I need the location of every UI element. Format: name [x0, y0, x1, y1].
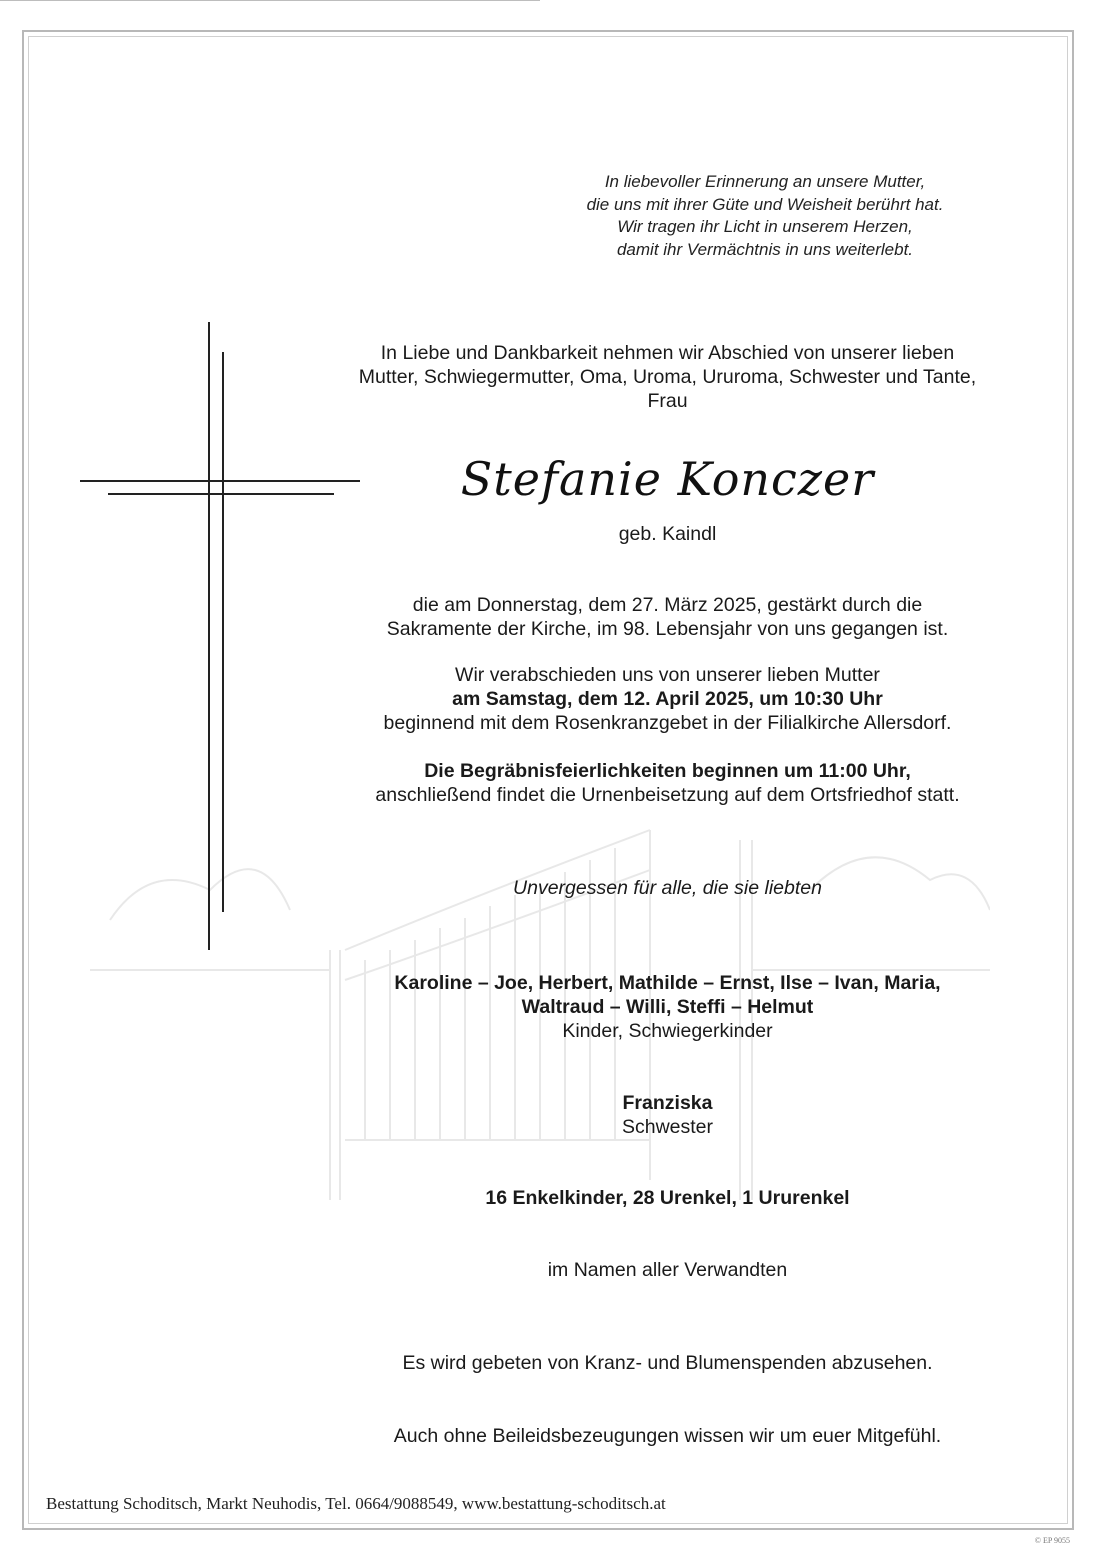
children-names: Waltraud – Willi, Steffi – Helmut — [521, 996, 814, 1018]
cross-vertical-line — [222, 352, 224, 912]
cross-horizontal-line — [80, 480, 360, 482]
funeral-section — [330, 759, 1005, 807]
death-notice-line: Sakramente der Kirche, im 98. Lebensjahr von uns gegangen ist. — [386, 618, 949, 640]
sister-name: Franziska — [622, 1092, 713, 1114]
funeral-home-footer: Bestattung Schoditsch, Markt Neuhodis, Tel. 0664/9088549, www.bestattung-schoditsch.at — [46, 1494, 666, 1513]
birth-name: geb. Kaindl — [618, 523, 717, 545]
farewell-section — [330, 663, 1005, 735]
poem-line: die uns mit ihrer Güte und Weisheit berührt hat. — [586, 194, 944, 214]
death-notice — [330, 593, 1005, 641]
deceased-name: Stefanie Konczer — [460, 452, 875, 506]
children-names: Karoline – Joe, Herbert, Mathilde – Ernst, Ilse – Ivan, Maria, — [394, 972, 941, 994]
mourners-children — [330, 971, 1005, 1043]
poem-line: damit ihr Vermächtnis in uns weiterlebt. — [616, 239, 914, 259]
cross-vertical-line — [208, 322, 210, 950]
remembrance-line: Unvergessen für alle, die sie liebten — [513, 877, 822, 899]
intro-line: Mutter, Schwiegermutter, Oma, Uroma, Ururoma, Schwester und Tante, — [358, 366, 977, 388]
condolences-note: Auch ohne Beileidsbezeugungen wissen wir um euer Mitgefühl. — [393, 1425, 942, 1447]
print-code: © EP 9055 — [1034, 1536, 1070, 1545]
relatives-line: im Namen aller Verwandten — [547, 1259, 788, 1281]
flowers-request: Es wird gebeten von Kranz- und Blumenspenden abzusehen. — [402, 1352, 933, 1374]
intro-line: In Liebe und Dankbarkeit nehmen wir Abschied von unserer lieben — [380, 342, 955, 364]
memorial-poem — [540, 171, 990, 261]
farewell-line: Wir verabschieden uns von unserer lieben Mutter — [455, 664, 880, 686]
intro-text — [330, 341, 1005, 413]
death-notice-line: die am Donnerstag, dem 27. März 2025, gestärkt durch die — [412, 594, 923, 616]
sister-label: Schwester — [621, 1116, 714, 1138]
intro-line: Frau — [647, 390, 688, 412]
poem-line: Wir tragen ihr Licht in unserem Herzen, — [617, 217, 913, 236]
poem-line: In liebevoller Erinnerung an unsere Mutter, — [604, 172, 926, 191]
funeral-burial: anschließend findet die Urnenbeisetzung auf dem Ortsfriedhof statt. — [375, 784, 960, 806]
cross-horizontal-line — [108, 493, 334, 495]
mourners-sister — [330, 1091, 1005, 1139]
children-label: Kinder, Schwiegerkinder — [562, 1020, 773, 1042]
farewell-location: beginnend mit dem Rosenkranzgebet in der Filialkirche Allersdorf. — [383, 712, 952, 734]
funeral-start: Die Begräbnisfeierlichkeiten beginnen um 11:00 Uhr, — [424, 760, 911, 782]
farewell-date: am Samstag, dem 12. April 2025, um 10:30 Uhr — [452, 688, 883, 710]
grandchildren-line: 16 Enkelkinder, 28 Urenkel, 1 Ururenkel — [485, 1187, 850, 1209]
